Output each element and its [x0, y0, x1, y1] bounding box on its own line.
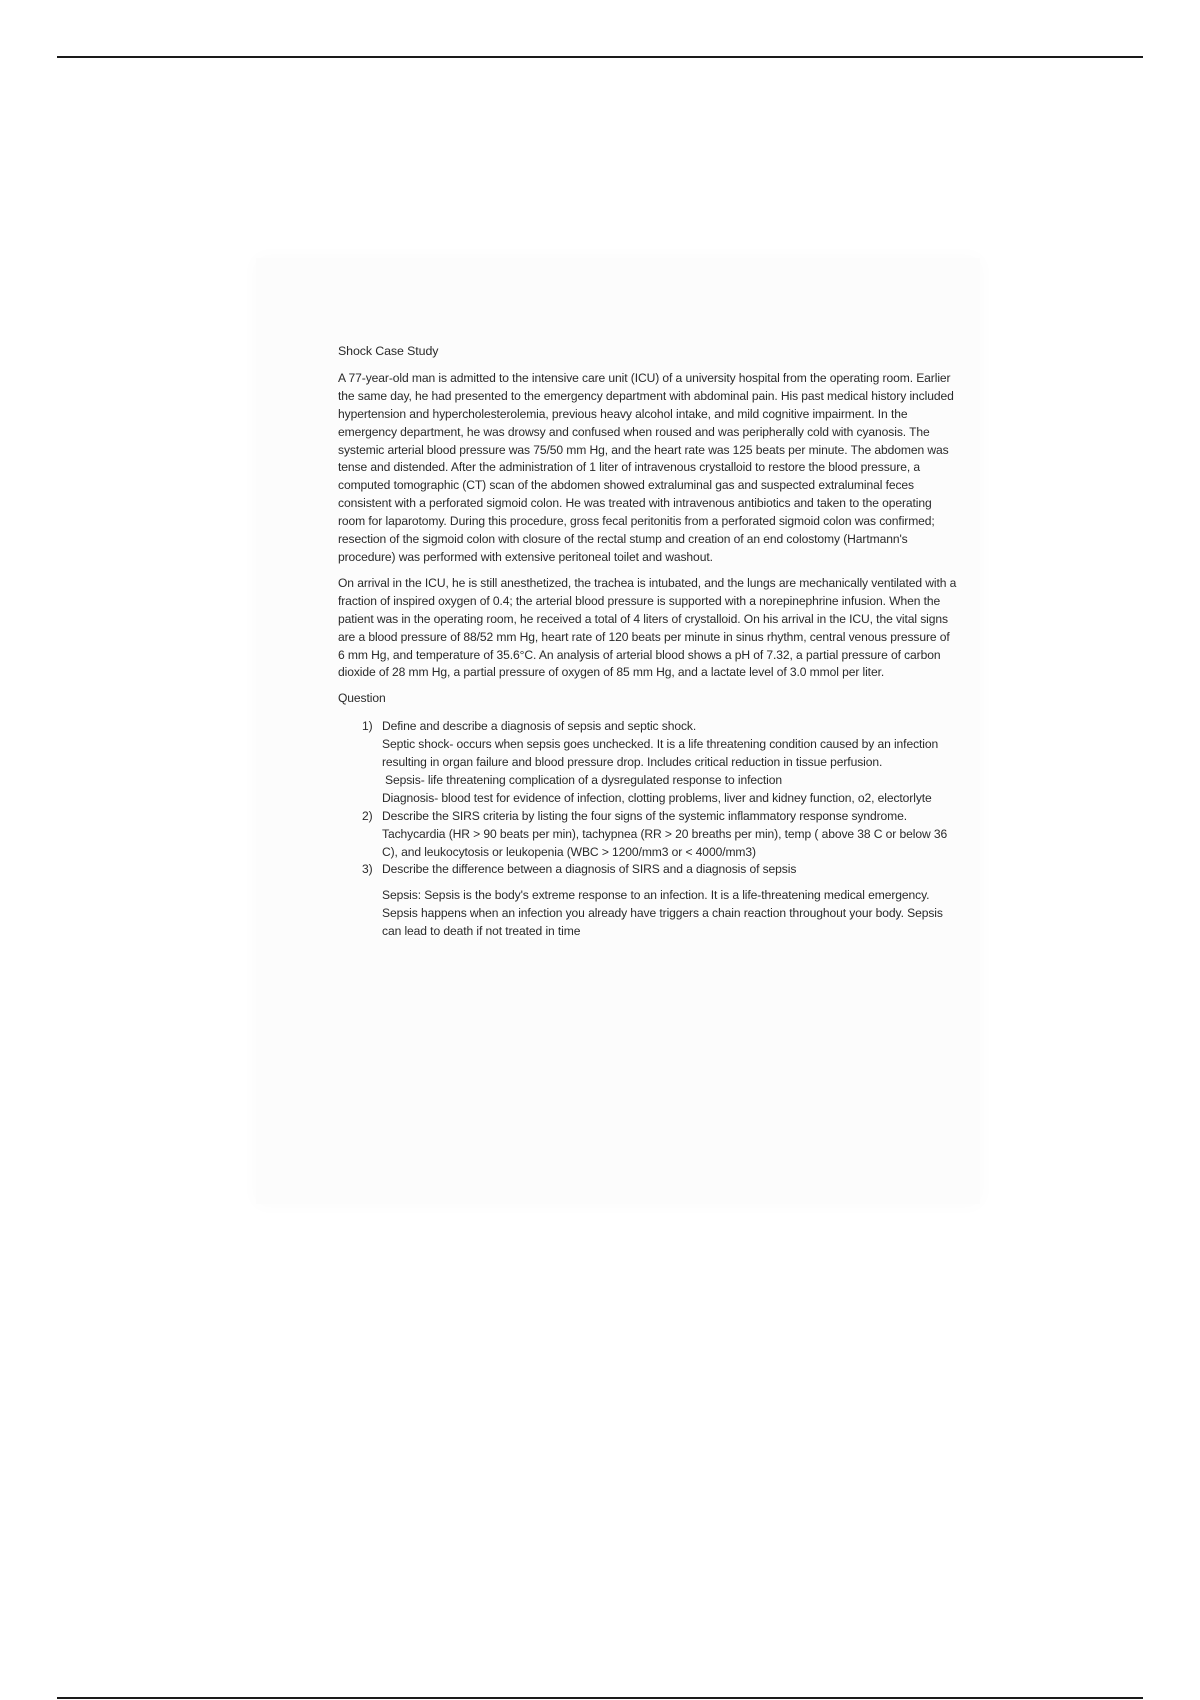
question-number: 3) [362, 862, 373, 877]
question-heading: Question [338, 691, 386, 706]
answer-text: Septic shock- occurs when sepsis goes unchecked. It is a life threatening condition caused by an infection resulting in organ failure and blood pressure drop. Includes critical reduction in tissue perfusion. [382, 737, 939, 770]
question-item-3 [362, 861, 958, 941]
question-number: 2) [362, 808, 373, 823]
question-prompt: Define and describe a diagnosis of sepsis and septic shock. [382, 719, 697, 734]
question-number: 1) [362, 719, 373, 734]
case-paragraph-2: On arrival in the ICU, he is still anesthetized, the trachea is intubated, and the lungs are mechanically ventilated with a fraction of inspired oxygen of 0.4; the arterial blood pressure is supported with a norepinephrine infusion. When the patient was in the operating room, he received a total of 4 liters of crystalloid. On his arrival in the ICU, the vital signs are a blood pressure of 88/52 mm Hg, heart rate of 120 beats per minute in sinus rhythm, central venous pressure of 6 mm Hg, and temperature of 35.6°C. An analysis of arterial blood shows a pH of 7.32, a partial pressure of carbon dioxide of 28 mm Hg, a partial pressure of oxygen of 85 mm Hg, and a lactate level of 3.0 mmol per liter. [338, 575, 957, 680]
bottom-divider [57, 1697, 1143, 1699]
question-list [338, 718, 958, 941]
document-title: Shock Case Study [338, 344, 439, 358]
answer-text: Diagnosis- blood test for evidence of infection, clotting problems, liver and kidney function, o2, electorlyte [382, 790, 932, 805]
document-body [338, 343, 958, 941]
answer-text: Tachycardia (HR > 90 beats per min), tachypnea (RR > 20 breaths per min), temp ( above 38 C or below 36 C), and leukocytosis or leukopenia (WBC > 1200/mm3 or < 4000/mm3) [382, 826, 948, 859]
case-paragraph-1: A 77-year-old man is admitted to the intensive care unit (ICU) of a university hospital from the operating room. Earlier the same day, he had presented to the emergency department with abdominal pain. His past medical history included hypertension and hypercholesterolemia, previous heavy alcohol intake, and mild cognitive impairment. In the emergency department, he was drowsy and confused when roused and was peripherally cold with cyanosis. The systemic arterial blood pressure was 75/50 mm Hg, and the heart rate was 125 beats per minute. The abdomen was tense and distended. After the administration of 1 liter of intravenous crystalloid to restore the blood pressure, a computed tomographic (CT) scan of the abdomen showed extraluminal gas and suspected extraluminal feces consistent with a perforated sigmoid colon. He was treated with intravenous antibiotics and taken to the operating room for laparotomy. During this procedure, gross fecal peritonitis from a perforated sigmoid colon was confirmed; resection of the sigmoid colon with closure of the rectal stump and creation of an end colostomy (Hartmann's procedure) was performed with extensive peritoneal toilet and washout. [338, 370, 954, 564]
answer-text: Sepsis- life threatening complication of a dysregulated response to infection [385, 772, 783, 787]
question-item-1 [362, 718, 958, 808]
question-prompt: Describe the difference between a diagnosis of SIRS and a diagnosis of sepsis [382, 862, 797, 877]
question-prompt: Describe the SIRS criteria by listing the four signs of the systemic inflammatory response syndrome. [382, 808, 908, 823]
answer-text: Sepsis: Sepsis is the body's extreme response to an infection. It is a life-threatening medical emergency. Sepsis happens when an infection you already have triggers a chain reaction throughout your body. Sepsis can lead to death if not treated in time [382, 888, 943, 939]
top-divider [57, 56, 1143, 58]
question-item-2 [362, 808, 958, 862]
